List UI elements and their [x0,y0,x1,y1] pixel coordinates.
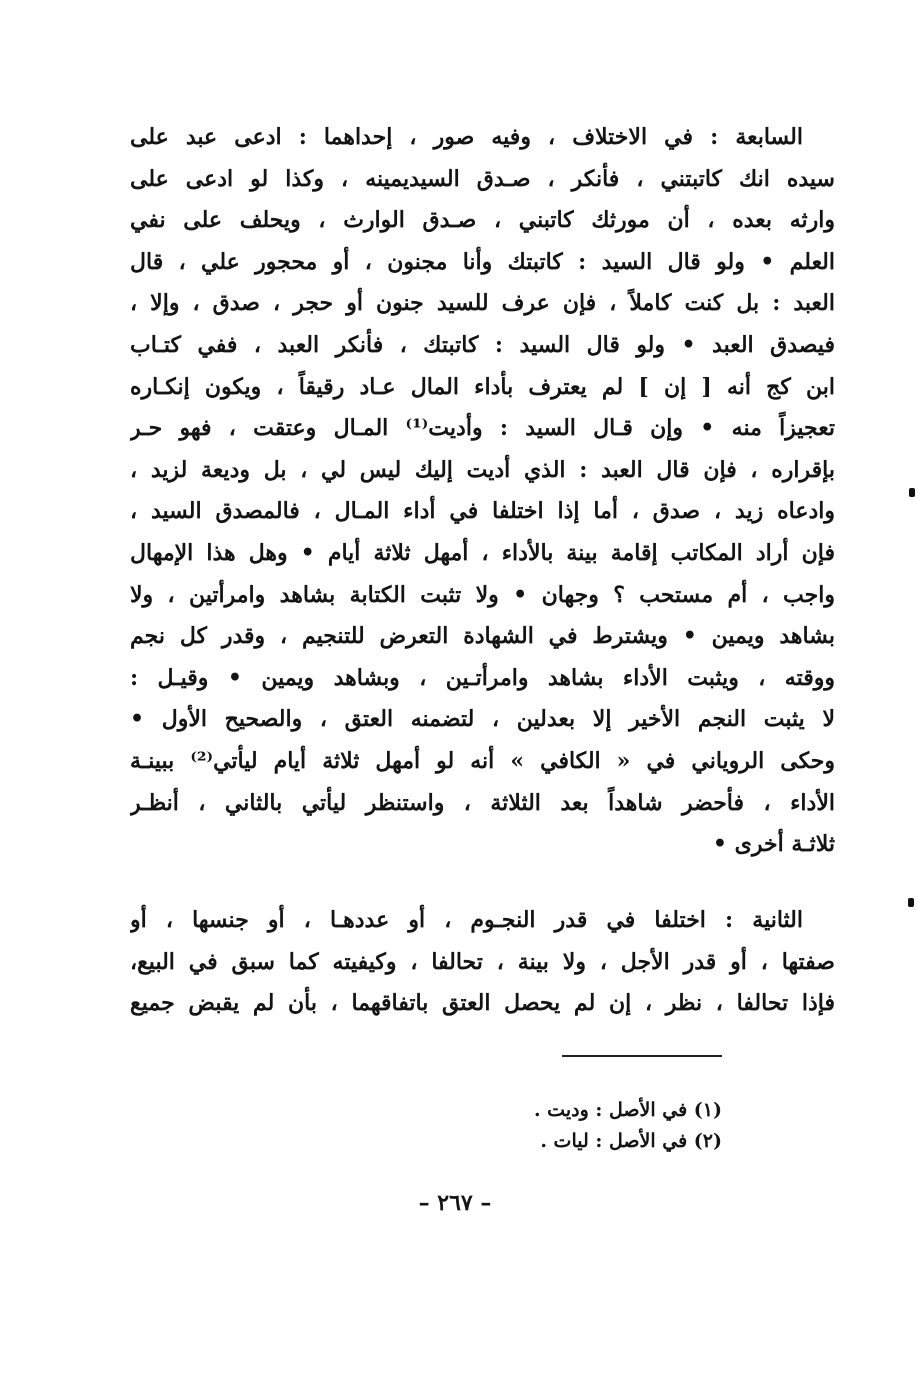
footnote-1: (١) في الأصل : وديت . [533,1099,722,1121]
paragraph-seventh-issue [130,117,835,866]
text-line: وادعاه زيد ، صدق ، أما إذا اختلفا في أداء المـال ، فالمصدق السيد ، [130,498,835,525]
text-line: فإن أراد المكاتب إقامة بينة بالأداء ، أمهل ثلاثة أيام • وهل هذا الإمهال [130,539,835,566]
footnote-divider [562,1055,722,1057]
text-line: العلم • ولو قال السيد : كاتبتك وأنا مجنون ، أو محجور علي ، قال [130,248,835,275]
text-line: بشاهد ويمين • ويشترط في الشهادة التعرض للتنجيم ، وقدر كل نجم [130,623,835,650]
text-line: الأداء ، فأحضر شاهداً بعد الثلاثة ، واستنظر ليأتي بالثاني ، أنظـر [130,789,835,816]
text-line: فإذا تحالفا ، نظر ، إن لم يحصل العتق باتفاقهما ، بأن لم يقبض جميع [130,990,835,1017]
text-line: صفتها ، أو قدر الأجل ، ولا بينة ، تحالفا ، وكيفيته كما سبق في البيع، [130,948,835,975]
text-line: العبد : بل كنت كاملاً ، فإن عرف للسيد جنون أو حجر ، صدق ، وإلا ، [130,290,835,317]
text-line: الثانية : اختلفا في قدر النجـوم ، أو عددهـا ، أو جنسها ، أو [130,907,803,933]
text-line: ووقته ، ويثبت الأداء بشاهد وامرأتـين ، وبشاهد ويمين • وقيـل : [130,664,835,691]
text-line: سيده انك كاتبتني ، فأنكر ، صـدق السيديمينه ، وكذا لو ادعى على [130,165,835,192]
text-line: ابن كج أنه [ إن ] لم يعترف بأداء المال عـاد رقيقاً ، ويكون إنكـاره [130,373,835,400]
text-line: السابعة : في الاختلاف ، وفيه صور ، إحداهما : ادعى عبد على [130,124,803,150]
text-line: لا يثبت النجم الأخير إلا بعدلين ، لتضمنه العتق ، والصحيح الأول • [130,706,835,733]
text-line: بإقراره ، فإن قال العبد : الذي أديت إليك ليس لي ، بل وديعة لزيد ، [130,456,835,483]
footnote-2: (٢) في الأصل : ليات . [540,1130,722,1152]
text-line: وارثه بعده ، أن مورثك كاتبني ، صـدق الوارث ، ويحلف على نفي [130,207,835,234]
text-line: واجب ، أم مستحب ؟ وجهان • ولا تثبت الكتابة بشاهد وامرأتين ، ولا [130,581,835,608]
scan-edge-mark [909,488,915,497]
text-line: وحكى الروياني في « الكافي » أنه لو أمهل ثلاثة أيام ليأتي⁽²⁾ ببينـة [130,747,835,774]
text-line: ثلاثـة أخرى • [712,831,835,858]
paragraph-second-issue [130,900,835,1025]
footnotes [400,1095,722,1157]
text-line: فيصدق العبد • ولو قال السيد : كاتبتك ، فأنكر العبد ، ففي كتـاب [130,331,835,358]
scan-edge-mark [908,898,914,907]
page-number: – ٢٦٧ – [418,1190,492,1216]
text-line: تعجيزاً منه • وإن قـال السيد : وأديت⁽¹⁾ المـال وعتقت ، فهو حـر [130,415,835,442]
